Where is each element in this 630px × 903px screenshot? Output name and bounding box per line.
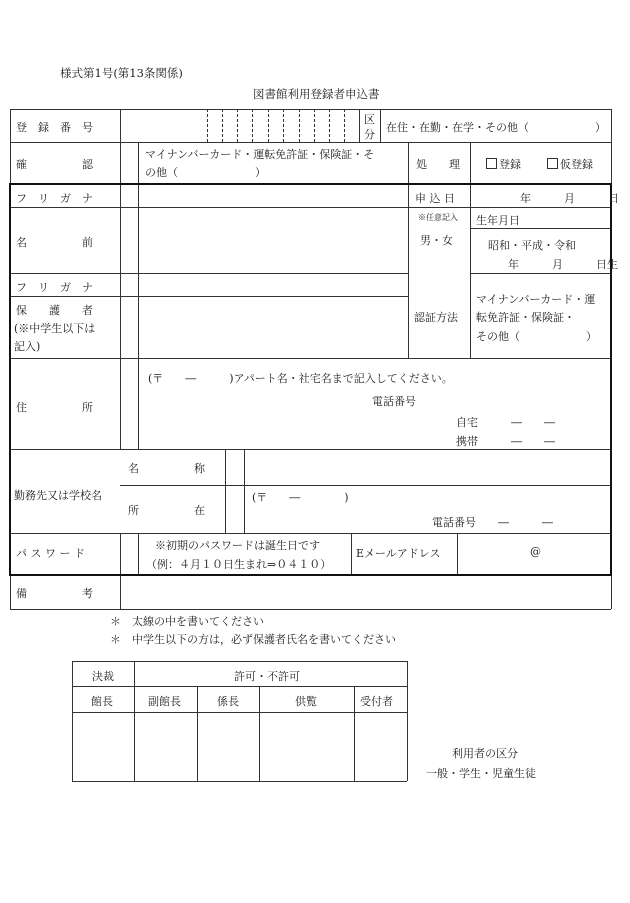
phone-label: 電話番号 — [372, 395, 416, 408]
application-date-field[interactable]: 年 月 日 — [520, 192, 619, 205]
auth-text-2: 転免許証・保険証・ — [476, 311, 575, 324]
form-number: 様式第1号(第13条関係) — [60, 66, 183, 80]
guardian-note-1: (※中学生以下は — [14, 322, 96, 335]
decision-label: 決裁 — [92, 670, 114, 683]
gender-field[interactable]: 男・女 — [420, 234, 453, 247]
workplace-phone: 電話番号 ― ― — [432, 516, 553, 529]
register-option[interactable]: 登録 — [486, 156, 521, 172]
approval-column-circulation: 供覧 — [295, 695, 317, 708]
register-checkbox[interactable] — [486, 158, 497, 169]
home-phone: 自宅 ― ― — [456, 416, 555, 429]
auth-text-3: その他（ ） — [476, 330, 597, 343]
password-note-1: ※初期のパスワードは誕生日です — [155, 539, 320, 552]
birthdate-fields: 年 月 日生 — [508, 258, 618, 271]
application-date-label: 申 込 日 — [415, 192, 455, 205]
note-guardian: ＊ 中学生以下の方は，必ず保護者氏名を書いてください — [110, 633, 396, 646]
auth-method-label: 認証方法 — [414, 311, 458, 324]
confirm-text-line1: マイナンバーカード・運転免許証・保険証・そ — [145, 148, 375, 161]
approval-column-chief: 係長 — [217, 695, 239, 708]
email-field[interactable]: @ — [530, 545, 541, 558]
category-label: 区 — [364, 113, 375, 126]
temp-register-option[interactable]: 仮登録 — [547, 156, 593, 172]
decision-value: 許可・不許可 — [234, 670, 300, 683]
workplace-location-label: 所 在 — [128, 504, 205, 517]
confirm-label: 確 認 — [16, 158, 93, 171]
guardian-label: 保 護 者 — [16, 304, 93, 317]
approval-column-vice-director: 副館長 — [148, 695, 181, 708]
birthdate-label: 生年月日 — [476, 214, 520, 227]
remarks-label: 備 考 — [16, 587, 93, 600]
password-note-2: （例：４月１０日生まれ⇒０４１０） — [146, 558, 332, 571]
mobile-phone: 携帯 ― ― — [456, 435, 555, 448]
registration-number-label: 登 録 番 号 — [16, 121, 93, 134]
workplace-postal: (〒 ― ) — [252, 491, 349, 504]
workplace-name-label: 名 称 — [128, 462, 205, 475]
password-label: パ ス ワ ー ド — [16, 547, 85, 560]
email-label: Eメールアドレス — [356, 547, 441, 560]
address-label: 住 所 — [16, 401, 93, 414]
user-category-title: 利用者の区分 — [452, 747, 518, 760]
name-label: 名 前 — [16, 236, 93, 249]
process-label: 処 理 — [416, 158, 460, 171]
guardian-furigana-label: フ リ ガ ナ — [16, 281, 93, 294]
temp-register-checkbox[interactable] — [547, 158, 558, 169]
note-thick-border: ＊ 太線の中を書いてください — [110, 615, 264, 628]
confirm-text-line2: の他（ ） — [145, 166, 266, 179]
category-label-2: 分 — [364, 128, 375, 141]
user-category-options: 一般・学生・児童生徒 — [426, 767, 536, 780]
approval-column-receptionist: 受付者 — [360, 695, 393, 708]
optional-note: ※任意記入 — [418, 213, 458, 222]
auth-text-1: マイナンバーカード・運 — [476, 293, 596, 306]
category-options: 在住・在勤・在学・その他（ ） — [386, 121, 606, 134]
era-options[interactable]: 昭和・平成・令和 — [488, 239, 576, 252]
furigana-label: フ リ ガ ナ — [16, 192, 93, 205]
address-note: (〒 ― )アパート名・社宅名まで記入してください。 — [148, 372, 453, 385]
guardian-note-2: 記入) — [14, 340, 41, 353]
workplace-label: 勤務先又は学校名 — [14, 489, 102, 502]
approval-column-director: 館長 — [91, 695, 113, 708]
form-title: 図書館利用登録者申込書 — [253, 87, 380, 101]
